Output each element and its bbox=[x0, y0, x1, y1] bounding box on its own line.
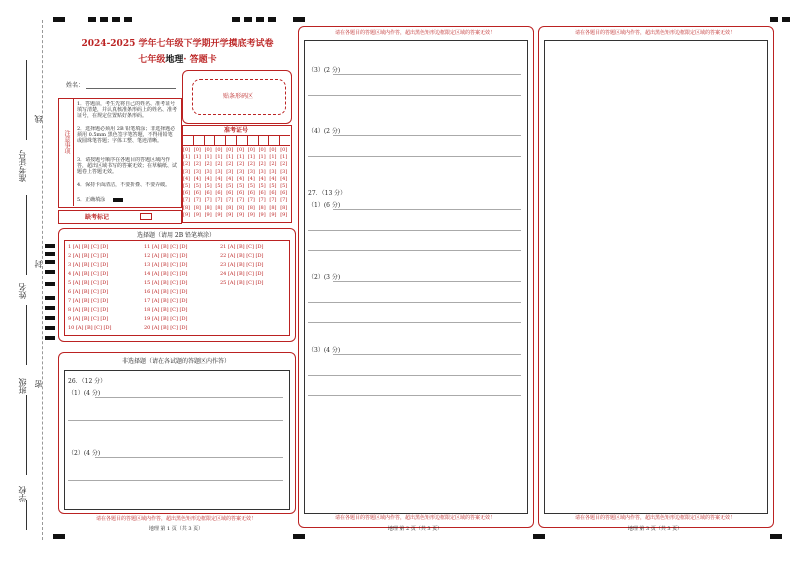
admission-digit-bubble[interactable]: [1] bbox=[193, 154, 201, 161]
name-field[interactable] bbox=[86, 88, 176, 89]
answer-line[interactable] bbox=[308, 230, 521, 231]
admission-digit-bubble[interactable]: [9] bbox=[204, 211, 212, 218]
choice-question-14[interactable]: 14 [A] [B] [C] [D] bbox=[144, 271, 188, 277]
admission-digit-bubble[interactable]: [8] bbox=[237, 204, 245, 211]
admission-digit-bubble[interactable]: [2] bbox=[237, 161, 245, 168]
admission-column-line bbox=[268, 135, 269, 145]
admission-digit-bubble[interactable]: [6] bbox=[215, 190, 223, 197]
q27-part3: （3）(4 分) bbox=[308, 347, 341, 354]
admission-digit-bubble[interactable]: [8] bbox=[280, 204, 288, 211]
q27-part2: （2）(3 分) bbox=[308, 274, 341, 281]
admission-digit-bubble[interactable]: [4] bbox=[247, 175, 255, 182]
admission-column-line bbox=[193, 135, 194, 145]
admission-digit-bubble[interactable]: [0] bbox=[193, 147, 201, 153]
side-label-name: 姓名 bbox=[18, 283, 27, 299]
answer-line[interactable] bbox=[333, 209, 521, 210]
admission-digit-bubble[interactable]: [1] bbox=[226, 154, 234, 161]
admission-digit-bubble[interactable]: [8] bbox=[215, 204, 223, 211]
admission-digit-bubble[interactable]: [3] bbox=[269, 168, 277, 175]
admission-digit-bubble[interactable]: [7] bbox=[280, 197, 288, 204]
admission-digit-bubble[interactable]: [9] bbox=[193, 211, 201, 218]
note-item-4: 4．保持卡面清洁，不要折叠、不要弄破。 bbox=[77, 182, 171, 188]
admission-digit-bubble[interactable]: [9] bbox=[237, 211, 245, 218]
answer-line[interactable] bbox=[333, 74, 521, 75]
choice-question-7[interactable]: 7 [A] [B] [C] [D] bbox=[68, 298, 109, 304]
alignment-mark bbox=[268, 17, 276, 22]
alignment-mark bbox=[533, 534, 545, 539]
admission-digit-bubble[interactable]: [2] bbox=[280, 161, 288, 168]
choice-question-4[interactable]: 4 [A] [B] [C] [D] bbox=[68, 271, 109, 277]
nonchoice-title: 非选择题（请在各试题的答题区内作答） bbox=[121, 358, 230, 365]
choice-question-17[interactable]: 17 [A] [B] [C] [D] bbox=[144, 298, 188, 304]
admission-digit-bubble[interactable]: [1] bbox=[258, 154, 266, 161]
admission-digit-bubble[interactable]: [4] bbox=[204, 175, 212, 182]
answer-line[interactable] bbox=[333, 281, 521, 282]
note-item-3: 3．请按题号顺序在各题目的答题区域内作答，超出区域书写的答案无效；在草稿纸、试题卷上答题无效。 bbox=[77, 157, 177, 175]
alignment-mark bbox=[293, 17, 305, 22]
choice-question-13[interactable]: 13 [A] [B] [C] [D] bbox=[144, 262, 188, 268]
choice-question-25[interactable]: 25 [A] [B] [C] [D] bbox=[220, 280, 264, 286]
admission-column-line bbox=[279, 135, 280, 145]
choice-question-18[interactable]: 18 [A] [B] [C] [D] bbox=[144, 307, 188, 313]
admission-digit-bubble[interactable]: [8] bbox=[226, 204, 234, 211]
admission-digit-bubble[interactable]: [1] bbox=[215, 154, 223, 161]
admission-digit-bubble[interactable]: [8] bbox=[193, 204, 201, 211]
alignment-mark bbox=[256, 17, 264, 22]
admission-column-line bbox=[204, 135, 205, 145]
admission-digit-bubble[interactable]: [7] bbox=[237, 197, 245, 204]
admission-digit-bubble[interactable]: [3] bbox=[183, 168, 191, 175]
note-item-1: 1．答题前，考生先将自己的姓名、准考证号填写清楚，并认真核准条形码上的姓名、准考证号，在规定位置贴好条形码。 bbox=[77, 101, 177, 119]
answer-line[interactable] bbox=[68, 480, 283, 481]
admission-digit-bubble[interactable]: [6] bbox=[280, 190, 288, 197]
choice-question-11[interactable]: 11 [A] [B] [C] [D] bbox=[144, 244, 188, 250]
admission-digit-bubble[interactable]: [6] bbox=[193, 190, 201, 197]
admission-digit-bubble[interactable]: [8] bbox=[183, 204, 191, 211]
answer-line[interactable] bbox=[95, 397, 283, 398]
answer-line[interactable] bbox=[308, 395, 521, 396]
admission-digit-bubble[interactable]: [1] bbox=[204, 154, 212, 161]
q27-label: 27．（13 分） bbox=[308, 190, 347, 197]
warning-text-page2-bottom: 请在各题目的答题区域内作答，超出黑色矩形边框限定区域的答案无效！ bbox=[334, 515, 495, 521]
note-item-2: 2．选择题必须用 2B 铅笔填涂；非选择题必须用 0.5mm 黑色签字笔答题，不得用铅笔或圆珠笔答题；字体工整、笔迹清晰。 bbox=[77, 126, 176, 144]
admission-digit-bubble[interactable]: [5] bbox=[247, 183, 255, 189]
admission-digit-bubble[interactable]: [2] bbox=[193, 161, 201, 168]
footer-page1: 地理 第 1 页（共 3 页） bbox=[148, 526, 204, 532]
notes-heading: 注意事项 bbox=[63, 130, 70, 154]
admission-digit-bubble[interactable]: [0] bbox=[215, 147, 223, 153]
admission-digit-bubble[interactable]: [1] bbox=[247, 154, 255, 161]
admission-digit-bubble[interactable]: [6] bbox=[258, 190, 266, 197]
choice-question-3[interactable]: 3 [A] [B] [C] [D] bbox=[68, 262, 109, 268]
name-label: 姓名： bbox=[66, 82, 85, 89]
timing-mark bbox=[45, 260, 55, 264]
admission-digit-bubble[interactable]: [0] bbox=[226, 147, 234, 153]
admission-digit-bubble[interactable]: [5] bbox=[226, 183, 234, 189]
side-underline bbox=[26, 60, 27, 140]
alignment-mark bbox=[124, 17, 132, 22]
choice-question-24[interactable]: 24 [A] [B] [C] [D] bbox=[220, 271, 264, 277]
admission-digit-bubble[interactable]: [8] bbox=[269, 204, 277, 211]
admission-digit-bubble[interactable]: [6] bbox=[204, 190, 212, 197]
admission-entry-line bbox=[182, 145, 290, 146]
answer-line[interactable] bbox=[68, 420, 283, 421]
admission-digit-bubble[interactable]: [2] bbox=[215, 161, 223, 168]
note-item-5: 5．正确填涂 bbox=[77, 197, 106, 203]
answer-line[interactable] bbox=[333, 354, 521, 355]
side-label-xian: 线 bbox=[34, 115, 43, 123]
choice-title: 选择题（请用 2B 铅笔填涂） bbox=[136, 232, 216, 239]
admission-digit-bubble[interactable]: [3] bbox=[280, 168, 288, 175]
timing-mark bbox=[45, 306, 55, 310]
side-label-feng: 封 bbox=[34, 260, 43, 268]
admission-digit-bubble[interactable]: [7] bbox=[247, 197, 255, 204]
subtitle-subject: 地理 bbox=[165, 55, 184, 65]
admission-digit-bubble[interactable]: [8] bbox=[204, 204, 212, 211]
choice-question-16[interactable]: 16 [A] [B] [C] [D] bbox=[144, 289, 188, 295]
alignment-mark bbox=[244, 17, 252, 22]
choice-question-19[interactable]: 19 [A] [B] [C] [D] bbox=[144, 316, 188, 322]
admission-digit-bubble[interactable]: [3] bbox=[258, 168, 266, 175]
admission-digit-bubble[interactable]: [0] bbox=[280, 147, 288, 153]
answer-line[interactable] bbox=[308, 95, 521, 96]
choice-question-8[interactable]: 8 [A] [B] [C] [D] bbox=[68, 307, 109, 313]
admission-digit-bubble[interactable]: [5] bbox=[237, 183, 245, 189]
admission-digit-bubble[interactable]: [4] bbox=[280, 175, 288, 182]
admission-digit-bubble[interactable]: [7] bbox=[193, 197, 201, 204]
side-underline bbox=[26, 395, 27, 475]
side-underline bbox=[26, 195, 27, 275]
admission-digit-bubble[interactable]: [0] bbox=[204, 147, 212, 153]
admission-digit-bubble[interactable]: [3] bbox=[204, 168, 212, 175]
admission-digit-bubble[interactable]: [9] bbox=[226, 211, 234, 218]
timing-mark bbox=[45, 270, 55, 274]
admission-digit-bubble[interactable]: [1] bbox=[269, 154, 277, 161]
admission-digit-bubble[interactable]: [5] bbox=[258, 183, 266, 189]
admission-column-line bbox=[247, 135, 248, 145]
choice-question-20[interactable]: 20 [A] [B] [C] [D] bbox=[144, 325, 188, 331]
footer-page2: 地理 第 2 页（共 3 页） bbox=[387, 526, 443, 532]
admission-digit-bubble[interactable]: [5] bbox=[280, 183, 288, 189]
choice-question-5[interactable]: 5 [A] [B] [C] [D] bbox=[68, 280, 109, 286]
admission-digit-bubble[interactable]: [0] bbox=[247, 147, 255, 153]
binding-line bbox=[42, 20, 43, 540]
answer-line[interactable] bbox=[95, 457, 283, 458]
choice-question-21[interactable]: 21 [A] [B] [C] [D] bbox=[220, 244, 264, 250]
absent-label: 缺考标记 bbox=[85, 214, 110, 221]
admission-digit-bubble[interactable]: [9] bbox=[269, 211, 277, 218]
choice-question-23[interactable]: 23 [A] [B] [C] [D] bbox=[220, 262, 264, 268]
answer-line[interactable] bbox=[308, 156, 521, 157]
subtitle-card: · 答题卡 bbox=[183, 55, 217, 65]
alignment-mark bbox=[88, 17, 96, 22]
admission-digit-bubble[interactable]: [7] bbox=[204, 197, 212, 204]
admission-digit-bubble[interactable]: [2] bbox=[269, 161, 277, 168]
admission-digit-bubble[interactable]: [9] bbox=[258, 211, 266, 218]
answer-line[interactable] bbox=[333, 135, 521, 136]
admission-digit-bubble[interactable]: [2] bbox=[204, 161, 212, 168]
admission-digit-bubble[interactable]: [7] bbox=[215, 197, 223, 204]
q26-label: 26．（12 分） bbox=[68, 378, 107, 385]
admission-digit-bubble[interactable]: [4] bbox=[237, 175, 245, 182]
admission-digit-bubble[interactable]: [0] bbox=[183, 147, 191, 153]
admission-column-line bbox=[225, 135, 226, 145]
alignment-mark bbox=[53, 534, 65, 539]
choice-question-1[interactable]: 1 [A] [B] [C] [D] bbox=[68, 244, 109, 250]
admission-column-line bbox=[258, 135, 259, 145]
admission-digit-bubble[interactable]: [5] bbox=[193, 183, 201, 189]
admission-digit-bubble[interactable]: [6] bbox=[237, 190, 245, 197]
admission-digit-bubble[interactable]: [9] bbox=[280, 211, 288, 218]
admission-digit-bubble[interactable]: [8] bbox=[247, 204, 255, 211]
admission-column-line bbox=[236, 135, 237, 145]
timing-mark bbox=[45, 316, 55, 320]
choice-question-12[interactable]: 12 [A] [B] [C] [D] bbox=[144, 253, 188, 259]
admission-digit-bubble[interactable]: [7] bbox=[258, 197, 266, 204]
choice-question-22[interactable]: 22 [A] [B] [C] [D] bbox=[220, 253, 264, 259]
admission-digit-bubble[interactable]: [9] bbox=[215, 211, 223, 218]
admission-digit-bubble[interactable]: [9] bbox=[247, 211, 255, 218]
admission-digit-bubble[interactable]: [7] bbox=[226, 197, 234, 204]
admission-digit-bubble[interactable]: [1] bbox=[280, 154, 288, 161]
admission-digit-bubble[interactable]: [4] bbox=[226, 175, 234, 182]
admission-digit-bubble[interactable]: [0] bbox=[258, 147, 266, 153]
absent-frame bbox=[58, 210, 182, 224]
admission-digit-bubble[interactable]: [2] bbox=[258, 161, 266, 168]
admission-digit-bubble[interactable]: [4] bbox=[269, 175, 277, 182]
side-label-class: 班级 bbox=[18, 378, 27, 394]
timing-mark bbox=[45, 336, 55, 340]
choice-question-2[interactable]: 2 [A] [B] [C] [D] bbox=[68, 253, 109, 259]
barcode-label: 贴条形码区 bbox=[222, 93, 253, 100]
admission-digit-bubble[interactable]: [2] bbox=[183, 161, 191, 168]
side-label-zkz: 准考证号 bbox=[18, 150, 27, 182]
admission-digit-bubble[interactable]: [7] bbox=[183, 197, 191, 204]
admission-digit-bubble[interactable]: [7] bbox=[269, 197, 277, 204]
q25-part4: （4）(2 分) bbox=[308, 128, 341, 135]
answer-line[interactable] bbox=[308, 250, 521, 251]
side-label-mi: 密 bbox=[34, 380, 43, 388]
admission-digit-bubble[interactable]: [3] bbox=[226, 168, 234, 175]
admission-digit-bubble[interactable]: [6] bbox=[269, 190, 277, 197]
alignment-mark bbox=[232, 17, 240, 22]
answer-line[interactable] bbox=[308, 302, 521, 303]
admission-digit-bubble[interactable]: [5] bbox=[215, 183, 223, 189]
admission-digit-bubble[interactable]: [3] bbox=[193, 168, 201, 175]
admission-digit-bubble[interactable]: [3] bbox=[237, 168, 245, 175]
exam-title: 2024-2025 学年七年级下学期开学摸底考试卷 bbox=[81, 39, 274, 49]
admission-column-line bbox=[214, 135, 215, 145]
choice-question-10[interactable]: 10 [A] [B] [C] [D] bbox=[68, 325, 112, 331]
admission-digit-bubble[interactable]: [5] bbox=[269, 183, 277, 189]
admission-digit-bubble[interactable]: [4] bbox=[193, 175, 201, 182]
footer-page3: 地理 第 3 页（共 3 页） bbox=[627, 526, 683, 532]
admission-digit-bubble[interactable]: [1] bbox=[237, 154, 245, 161]
admission-title: 准考证号 bbox=[223, 127, 248, 134]
timing-mark bbox=[45, 296, 55, 300]
admission-digit-bubble[interactable]: [4] bbox=[215, 175, 223, 182]
alignment-mark bbox=[782, 17, 790, 22]
alignment-mark bbox=[100, 17, 108, 22]
warning-text-page2-top: 请在各题目的答题区域内作答，超出黑色矩形边框限定区域的答案无效！ bbox=[334, 30, 495, 36]
alignment-mark bbox=[53, 17, 65, 22]
admission-digit-bubble[interactable]: [5] bbox=[204, 183, 212, 189]
admission-digit-bubble[interactable]: [9] bbox=[183, 211, 191, 218]
choice-question-6[interactable]: 6 [A] [B] [C] [D] bbox=[68, 289, 109, 295]
q25-part3: （3）(2 分) bbox=[308, 67, 341, 74]
admission-digit-bubble[interactable]: [6] bbox=[226, 190, 234, 197]
side-underline bbox=[26, 305, 27, 365]
admission-digit-bubble[interactable]: [1] bbox=[183, 154, 191, 161]
admission-digit-bubble[interactable]: [4] bbox=[183, 175, 191, 182]
alignment-mark bbox=[112, 17, 120, 22]
admission-digit-bubble[interactable]: [4] bbox=[258, 175, 266, 182]
admission-digit-bubble[interactable]: [2] bbox=[247, 161, 255, 168]
admission-digit-bubble[interactable]: [0] bbox=[237, 147, 245, 153]
q26-part2: （2）(4 分) bbox=[68, 450, 101, 457]
side-label-school: 学校 bbox=[18, 486, 27, 502]
admission-digit-bubble[interactable]: [8] bbox=[258, 204, 266, 211]
timing-mark bbox=[45, 244, 55, 248]
notes-divider bbox=[73, 98, 74, 206]
answer-line[interactable] bbox=[308, 322, 521, 323]
fill-sample bbox=[113, 198, 123, 202]
warning-text-page3-bottom: 请在各题目的答题区域内作答，超出黑色矩形边框限定区域的答案无效！ bbox=[574, 515, 735, 521]
admission-digit-bubble[interactable]: [0] bbox=[269, 147, 277, 153]
warning-text-page3-top: 请在各题目的答题区域内作答，超出黑色矩形边框限定区域的答案无效！ bbox=[574, 30, 735, 36]
exam-subtitle bbox=[60, 52, 295, 65]
warning-text-page1: 请在各题目的答题区域内作答，超出黑色矩形边框限定区域的答案无效！ bbox=[95, 516, 256, 522]
page3-answer-area[interactable] bbox=[544, 40, 768, 514]
choice-question-15[interactable]: 15 [A] [B] [C] [D] bbox=[144, 280, 188, 286]
admission-digit-bubble[interactable]: [2] bbox=[226, 161, 234, 168]
alignment-mark bbox=[770, 17, 778, 22]
admission-digit-bubble[interactable]: [6] bbox=[247, 190, 255, 197]
alignment-mark bbox=[770, 534, 782, 539]
answer-line[interactable] bbox=[308, 375, 521, 376]
side-underline bbox=[26, 500, 27, 530]
q26-part1: （1）(4 分) bbox=[68, 390, 101, 397]
timing-mark bbox=[45, 282, 55, 286]
alignment-mark bbox=[293, 534, 305, 539]
admission-digit-bubble[interactable]: [5] bbox=[183, 183, 191, 189]
subtitle-grade: 七年级 bbox=[138, 55, 166, 65]
admission-digit-bubble[interactable]: [3] bbox=[215, 168, 223, 175]
timing-mark bbox=[45, 326, 55, 330]
choice-question-9[interactable]: 9 [A] [B] [C] [D] bbox=[68, 316, 109, 322]
timing-mark bbox=[45, 252, 55, 256]
admission-digit-bubble[interactable]: [6] bbox=[183, 190, 191, 197]
admission-digit-bubble[interactable]: [3] bbox=[247, 168, 255, 175]
q27-part1: （1）(6 分) bbox=[308, 202, 341, 209]
